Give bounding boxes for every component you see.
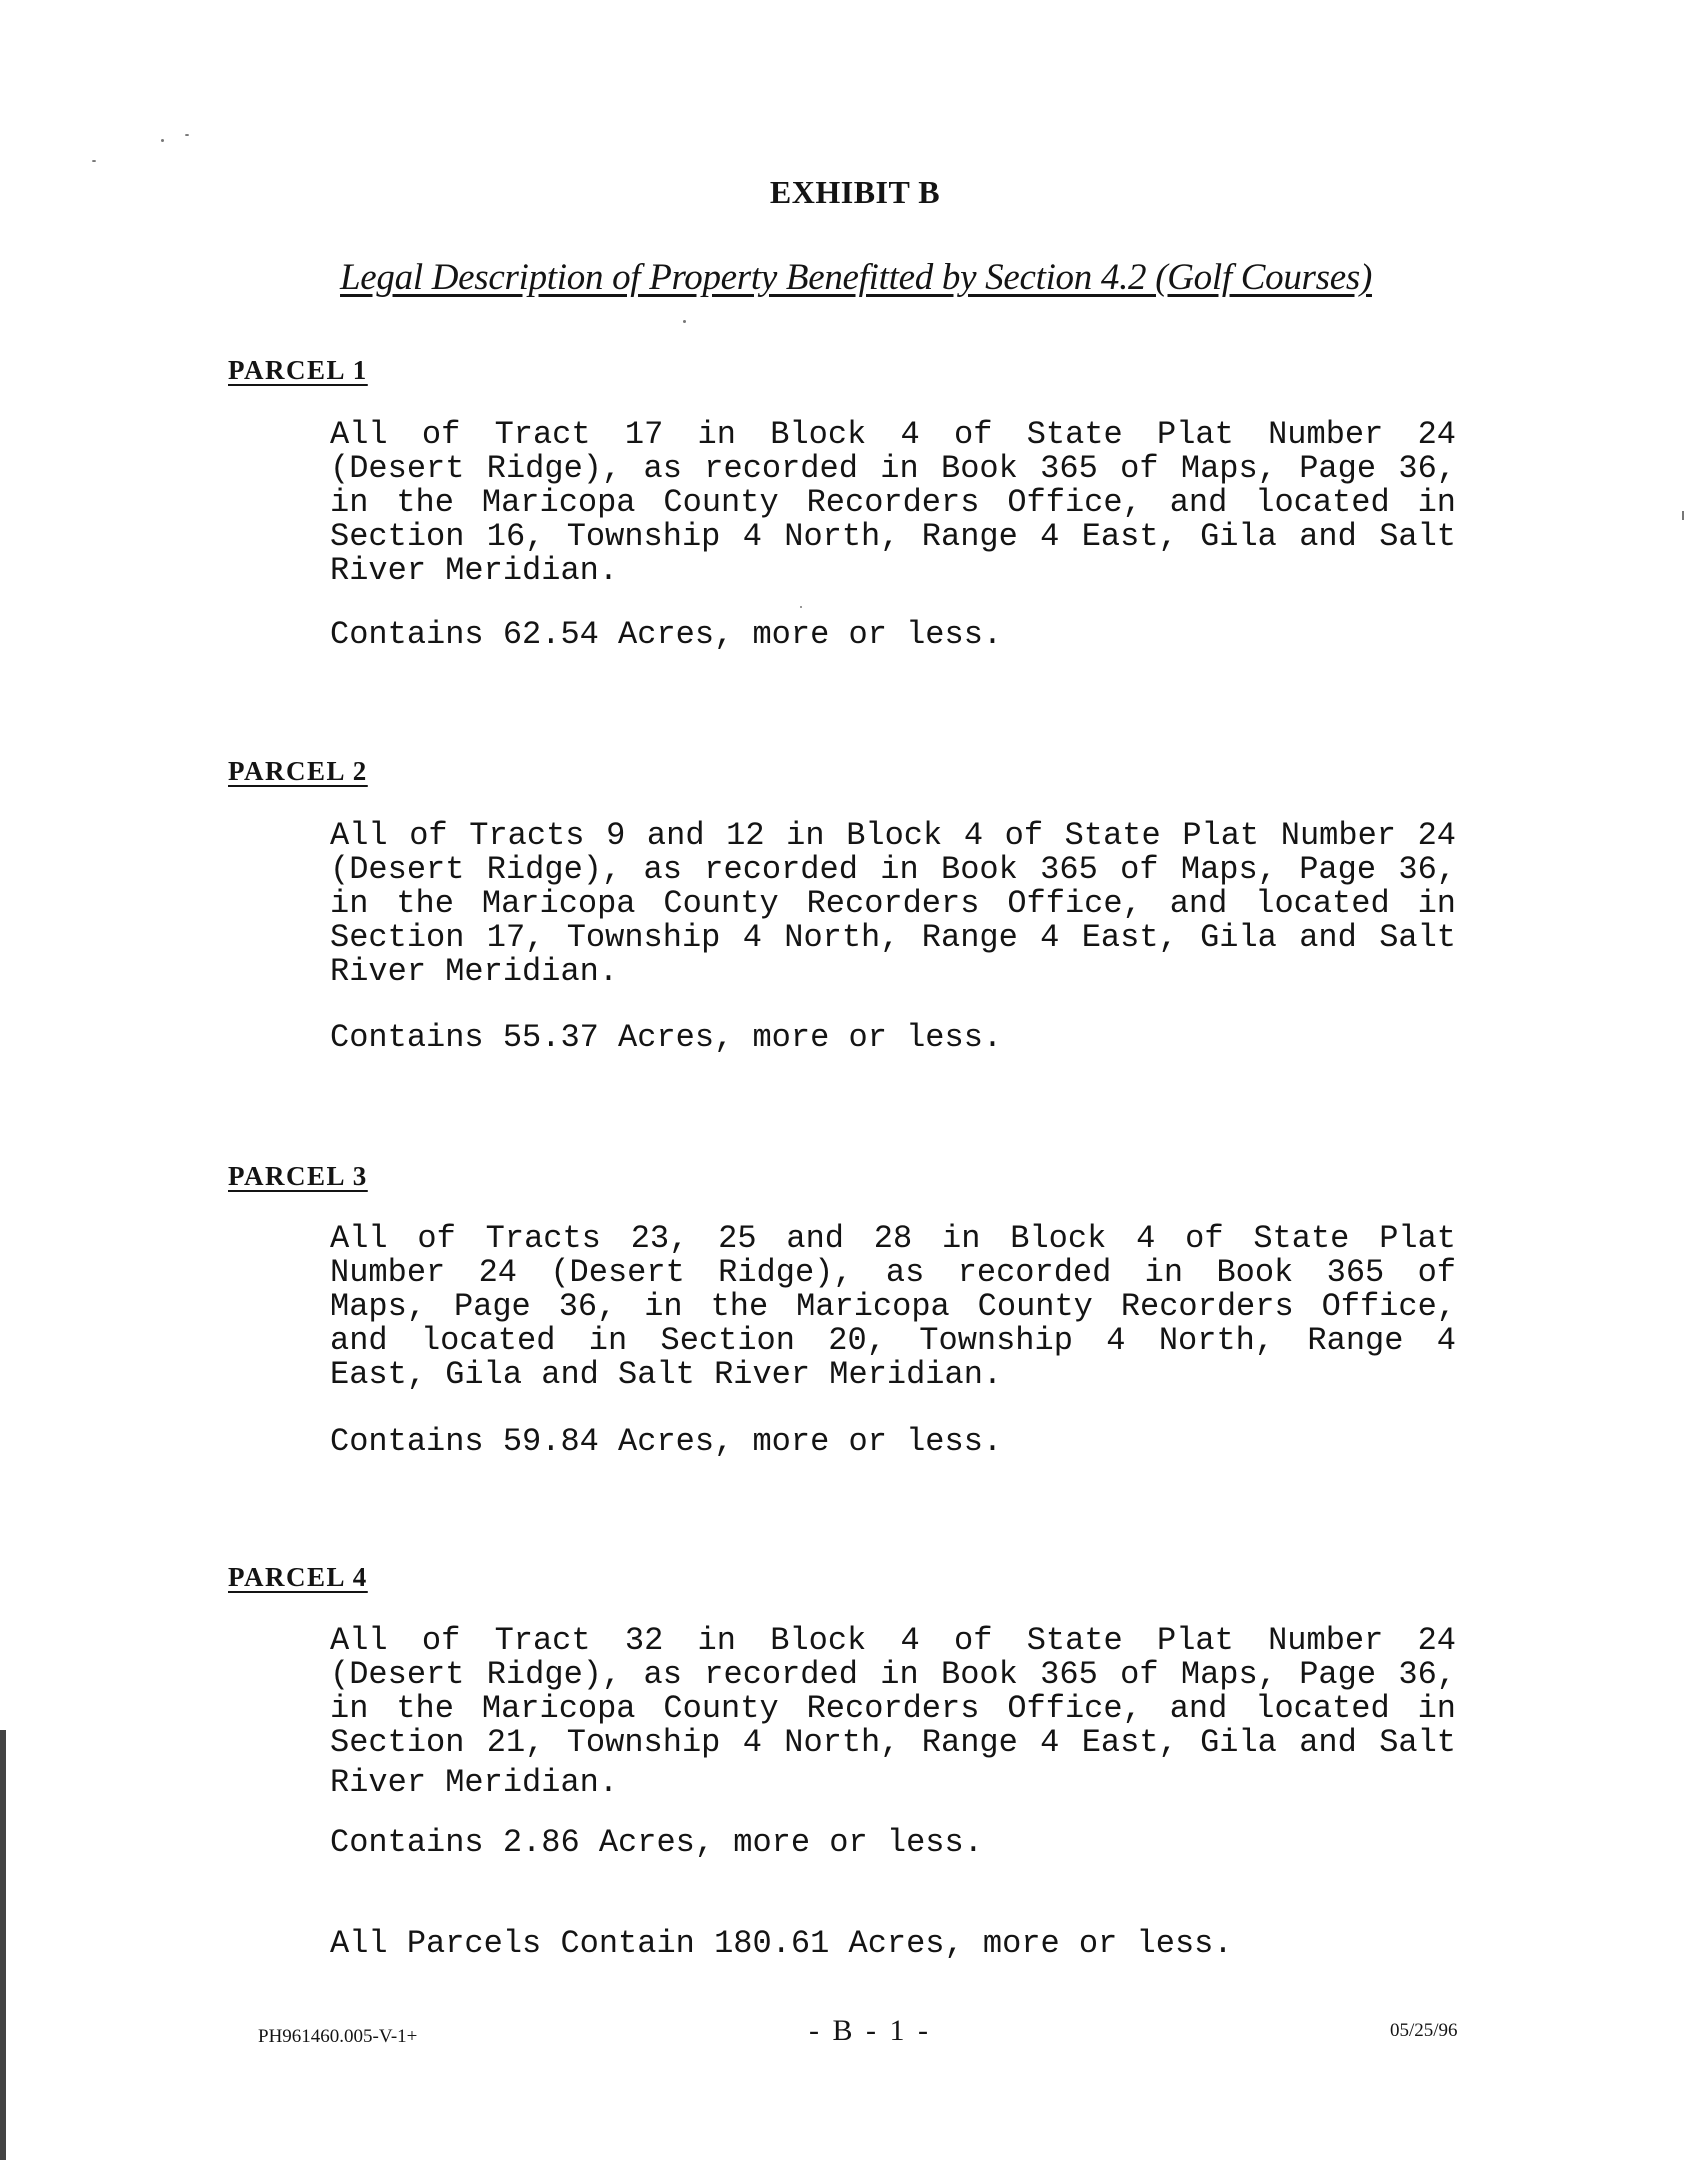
parcel-4-heading: PARCEL 4 (228, 1562, 368, 1592)
parcel-4-line-2: (Desert Ridge), as recorded in Book 365 of Maps, Page 36, (330, 1656, 1456, 1693)
parcel-3-line-3: Maps, Page 36, in the Maricopa County Recorders Office, (330, 1288, 1456, 1325)
parcel-4-line-5: River Meridian. (330, 1764, 619, 1801)
parcel-2-description (330, 819, 1456, 989)
document-date: 05/25/96 (1390, 2020, 1458, 2041)
parcel-3-line-4: and located in Section 20, Township 4 North, Range 4 (330, 1322, 1456, 1359)
exhibit-subtitle: Legal Description of Property Benefitted by Section 4.2 (Golf Courses) (340, 257, 1372, 298)
total-acreage: All Parcels Contain 180.61 Acres, more or less. (330, 1925, 1233, 1962)
parcel-2-line-3: in the Maricopa County Recorders Office, and located in (330, 885, 1456, 922)
parcel-4-description (330, 1624, 1456, 1800)
scan-speck (92, 160, 96, 162)
parcel-1-description (330, 418, 1456, 588)
parcel-3-line-1: All of Tracts 23, 25 and 28 in Block 4 of State Plat (330, 1220, 1456, 1257)
parcel-4-line-4: Section 21, Township 4 North, Range 4 East, Gila and Salt (330, 1724, 1456, 1761)
parcel-1-line-4: Section 16, Township 4 North, Range 4 East, Gila and Salt (330, 518, 1456, 555)
parcel-3-line-2: Number 24 (Desert Ridge), as recorded in Book 365 of (330, 1254, 1456, 1291)
scan-speck (683, 320, 686, 323)
parcel-3-acreage: Contains 59.84 Acres, more or less. (330, 1423, 1003, 1460)
document-id: PH961460.005-V-1+ (258, 2026, 418, 2047)
parcel-2-line-4: Section 17, Township 4 North, Range 4 East, Gila and Salt (330, 919, 1456, 956)
parcel-1-line-1: All of Tract 17 in Block 4 of State Plat Number 24 (330, 416, 1456, 453)
parcel-3-description (330, 1222, 1456, 1392)
parcel-2-line-1: All of Tracts 9 and 12 in Block 4 of State Plat Number 24 (330, 817, 1456, 854)
scan-speck (800, 606, 802, 608)
page-number: - B - 1 - (809, 2014, 931, 2047)
scan-speck (185, 134, 189, 136)
parcel-3-line-5: East, Gila and Salt River Meridian. (330, 1356, 1003, 1393)
parcel-2-line-2: (Desert Ridge), as recorded in Book 365 of Maps, Page 36, (330, 851, 1456, 888)
scan-speck (1682, 511, 1684, 520)
parcel-2-heading: PARCEL 2 (228, 756, 368, 786)
scan-speck (161, 139, 164, 142)
parcel-2-acreage: Contains 55.37 Acres, more or less. (330, 1019, 1003, 1056)
parcel-1-line-5: River Meridian. (330, 552, 619, 589)
parcel-3-heading: PARCEL 3 (228, 1161, 368, 1191)
parcel-1-line-3: in the Maricopa County Recorders Office, and located in (330, 484, 1456, 521)
parcel-1-line-2: (Desert Ridge), as recorded in Book 365 of Maps, Page 36, (330, 450, 1456, 487)
scan-edge-mark (0, 1730, 6, 2160)
parcel-4-acreage: Contains 2.86 Acres, more or less. (330, 1824, 983, 1861)
parcel-1-acreage: Contains 62.54 Acres, more or less. (330, 616, 1003, 653)
parcel-4-line-3: in the Maricopa County Recorders Office, and located in (330, 1690, 1456, 1727)
parcel-4-line-1: All of Tract 32 in Block 4 of State Plat Number 24 (330, 1622, 1456, 1659)
exhibit-title: EXHIBIT B (769, 174, 941, 210)
parcel-2-line-5: River Meridian. (330, 953, 619, 990)
parcel-1-heading: PARCEL 1 (228, 355, 368, 385)
